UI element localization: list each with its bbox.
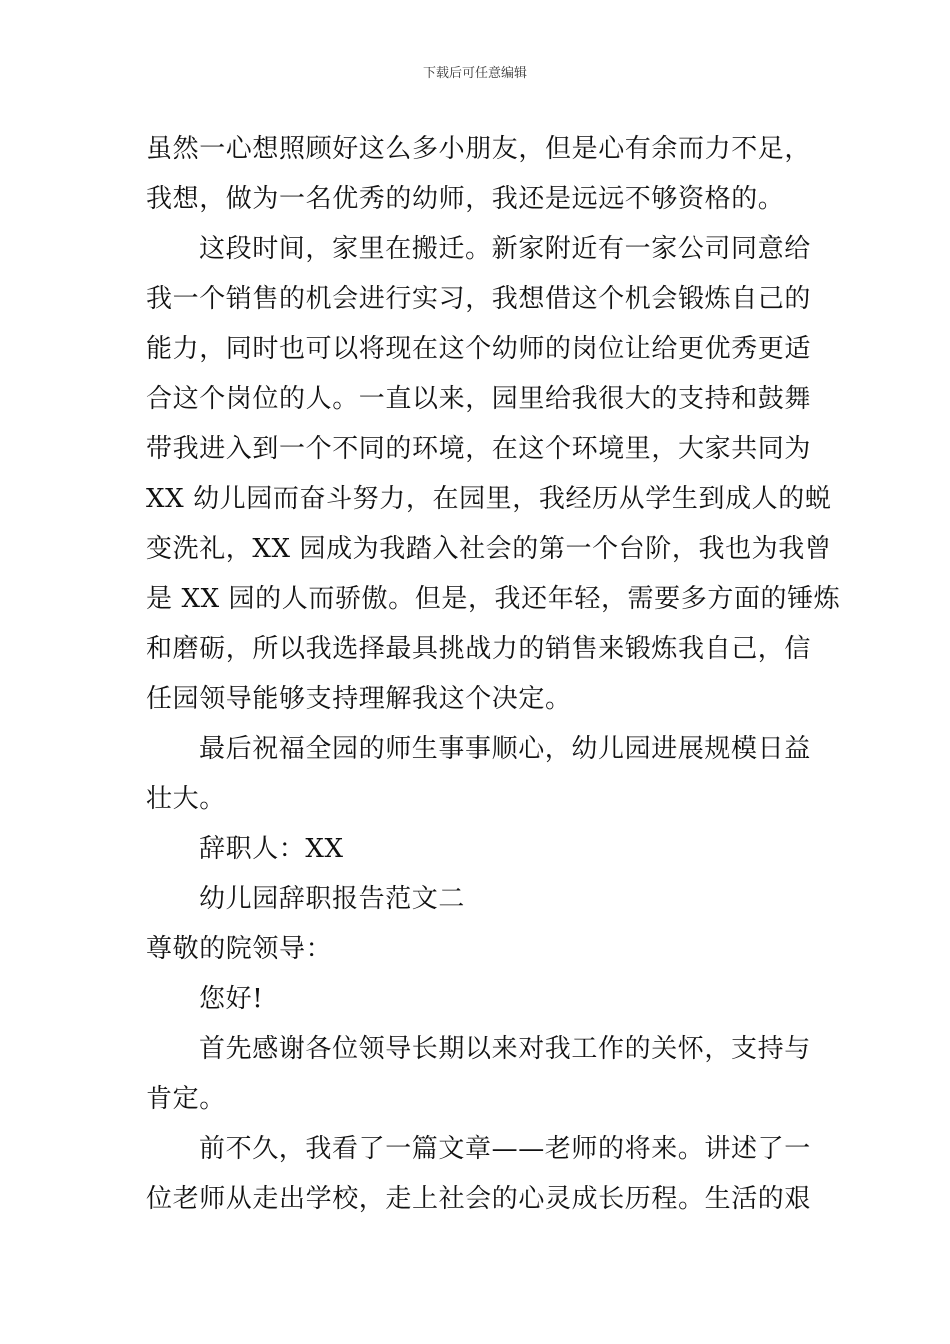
body-line: 首先感谢各位领导长期以来对我工作的关怀，支持与 [199,1034,811,1064]
body-line: 虽然一心想照顾好这么多小朋友，但是心有余而力不足， [146,134,812,164]
body-line: 和磨砺，所以我选择最具挑战力的销售来锻炼我自己，信 [146,634,812,664]
body-line: 带我进入到一个不同的环境，在这个环境里，大家共同为 [146,434,812,464]
body-line: 最后祝福全园的师生事事顺心，幼儿园进展规模日益 [199,734,811,764]
body-line: 前不久，我看了一篇文章——老师的将来。讲述了一 [199,1134,811,1164]
body-line: 能力，同时也可以将现在这个幼师的岗位让给更优秀更适 [146,334,812,364]
page-header: 下载后可任意编辑 [422,66,527,81]
body-line: 是 XX 园的人而骄傲。但是，我还年轻，需要多方面的锤炼 [146,584,841,614]
body-line: 肯定。 [146,1084,226,1114]
body-line: 壮大。 [146,784,226,814]
body-line: 我一个销售的机会进行实习，我想借这个机会锻炼自己的 [146,284,812,314]
body-line: 位老师从走出学校，走上社会的心灵成长历程。生活的艰 [146,1184,812,1214]
body-line: 任园领导能够支持理解我这个决定。 [146,684,572,714]
body-line: 这段时间，家里在搬迁。新家附近有一家公司同意给 [199,234,811,264]
salutation: 尊敬的院领导： [146,934,333,964]
body-line: 变洗礼，XX 园成为我踏入社会的第一个台阶，我也为我曾 [146,534,832,564]
body-line: XX 幼儿园而奋斗努力，在园里，我经历从学生到成人的蜕 [146,484,832,514]
signature-line: 辞职人：XX [199,834,344,864]
body-line: 我想，做为一名优秀的幼师，我还是远远不够资格的。 [146,184,785,214]
body-line: 合这个岗位的人。一直以来，园里给我很大的支持和鼓舞 [146,384,812,414]
greeting: 您好! [199,984,264,1014]
section-title: 幼儿园辞职报告范文二 [199,884,466,914]
